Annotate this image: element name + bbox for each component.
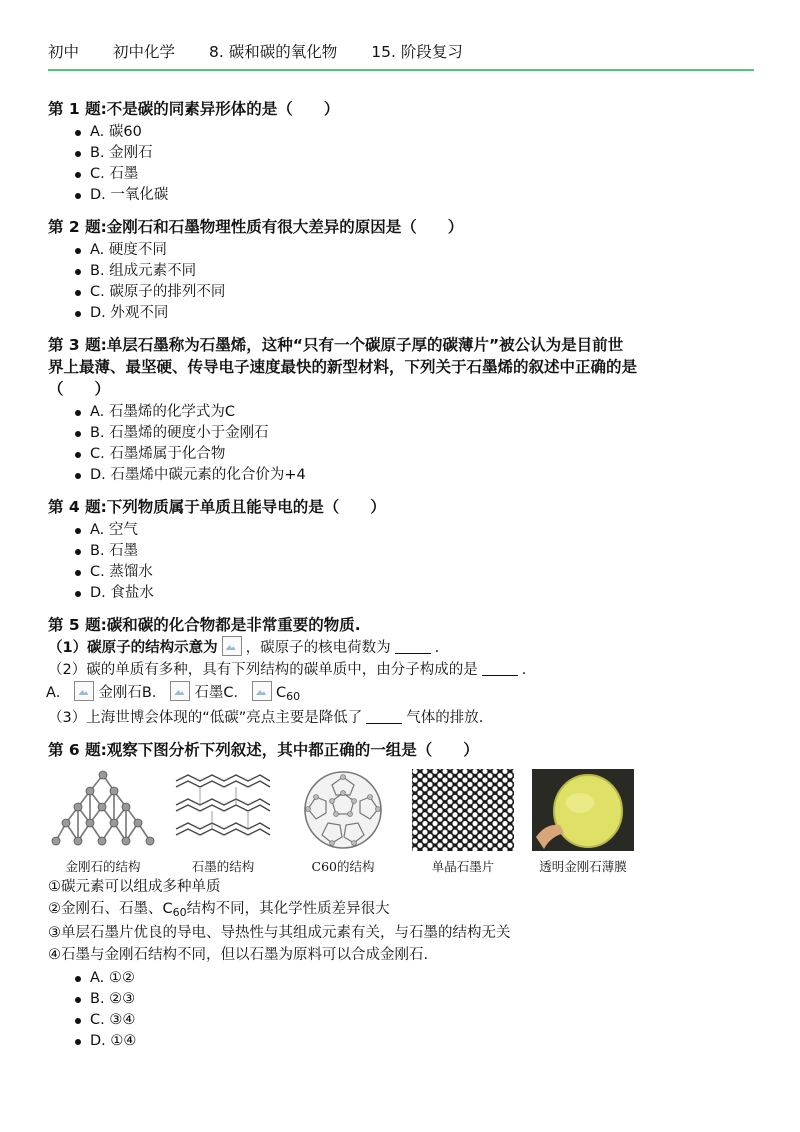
option-a[interactable]: A. 空气	[90, 520, 758, 541]
option-d[interactable]: D. ①④	[90, 1031, 758, 1052]
option-list	[48, 520, 758, 604]
question-title-line-1: 第 3 题:单层石墨称为石墨烯，这种“只有一个碳原子厚的碳薄片”被公认为是目前世	[48, 336, 624, 354]
option-d[interactable]: D. 外观不同	[90, 303, 758, 324]
sub-question-3-end: 气体的排放.	[406, 709, 484, 726]
sub-question-2-end: .	[521, 661, 527, 678]
option-a[interactable]: A. 硬度不同	[90, 240, 758, 261]
sub-question-3-text: （3）上海世博会体现的“低碳”亮点主要是降低了	[48, 709, 363, 726]
figure-graphene-sheet	[408, 767, 518, 875]
question-list	[48, 98, 758, 1062]
sub-question-1-text-b: ，碳原子的核电荷数为	[245, 640, 391, 656]
breadcrumb	[48, 40, 754, 62]
sub-question-2	[48, 660, 758, 682]
question-title-line-2: 界上最薄、最坚硬、传导电子速度最快的新型材料，下列关于石墨烯的叙述中正确的是	[48, 358, 638, 376]
question-title: 第 1 题:不是碳的同素异形体的是（ ）	[48, 100, 340, 118]
option-diamond[interactable]: 金刚石B．	[98, 685, 167, 701]
question-5	[48, 614, 758, 729]
sub-question-2-text: （2）碳的单质有多种，具有下列结构的碳单质中，由分子构成的是	[48, 661, 478, 678]
option-b[interactable]: B. 组成元素不同	[90, 261, 758, 282]
answer-blank[interactable]	[366, 709, 402, 724]
question-title: 第 4 题:下列物质属于单质且能导电的是（ ）	[48, 498, 386, 516]
answer-blank[interactable]	[482, 661, 518, 676]
question-title: 第 5 题:碳和碳的化合物都是非常重要的物质.	[48, 616, 361, 634]
option-c60[interactable]: C	[276, 685, 287, 701]
option-c[interactable]: C. ③④	[90, 1010, 758, 1031]
question-title: 第 2 题:金刚石和石墨物理性质有很大差异的原因是（ ）	[48, 218, 464, 236]
breadcrumb-item-section[interactable]: 15. 阶段复习	[371, 43, 463, 61]
subscript: 60	[172, 905, 187, 919]
question-3	[48, 334, 758, 486]
figure-caption: 单晶石墨片	[431, 859, 495, 874]
option-d[interactable]: D. 一氧化碳	[90, 185, 758, 206]
question-6	[48, 739, 758, 1052]
figure-diamond	[48, 767, 158, 875]
breadcrumb-item-subject[interactable]: 初中化学	[113, 43, 176, 61]
figure-row	[48, 767, 758, 875]
header-divider	[48, 69, 754, 71]
figure-caption: 透明金刚石薄膜	[539, 859, 627, 874]
option-d[interactable]: D. 食盐水	[90, 583, 758, 604]
figure-caption: C60的结构	[311, 859, 375, 874]
question-2	[48, 216, 758, 324]
breadcrumb-item-chapter[interactable]: 8. 碳和碳的氧化物	[209, 43, 338, 61]
sub-question-1	[48, 636, 758, 660]
figure-caption: 金刚石的结构	[65, 859, 141, 874]
option-list	[48, 402, 758, 486]
question-title: 第 6 题:观察下图分析下列叙述，其中都正确的一组是（ ）	[48, 741, 479, 759]
diamond-structure-image	[50, 767, 156, 853]
option-c[interactable]: C. 石墨烯属于化合物	[90, 444, 758, 465]
answer-blank[interactable]	[395, 639, 431, 654]
option-c[interactable]: C. 蒸馏水	[90, 562, 758, 583]
statement-4: ④石墨与金刚石结构不同，但以石墨为原料可以合成金刚石.	[48, 946, 429, 963]
option-a[interactable]: A. ①②	[90, 968, 758, 989]
sub-question-2-options	[46, 681, 758, 708]
statement-2	[48, 899, 758, 924]
sub-question-1-end: .	[434, 640, 440, 656]
option-d[interactable]: D. 石墨烯中碳元素的化合价为+4	[90, 465, 758, 486]
option-graphite[interactable]: 石墨C．	[194, 685, 248, 701]
option-list	[48, 122, 758, 206]
figure-diamond-film	[528, 767, 638, 875]
subscript: 60	[286, 690, 301, 703]
broken-image-icon	[74, 681, 94, 701]
option-list	[48, 968, 758, 1052]
figure-c60	[288, 767, 398, 875]
option-prefix: A．	[46, 685, 71, 701]
question-1	[48, 98, 758, 206]
statement-1: ①碳元素可以组成多种单质	[48, 879, 221, 895]
broken-image-icon	[222, 636, 242, 656]
statement-3: ③单层石墨片优良的导电、导热性与其组成元素有关，与石墨的结构无关	[48, 925, 511, 941]
question-4	[48, 496, 758, 604]
broken-image-icon	[252, 681, 272, 701]
option-a[interactable]: A. 石墨烯的化学式为C	[90, 402, 758, 423]
option-list	[48, 240, 758, 324]
graphite-structure-image	[170, 767, 276, 853]
sub-question-3	[48, 708, 758, 730]
figure-graphite	[168, 767, 278, 875]
statement-2-a: ②金刚石、石墨、C	[48, 900, 173, 917]
option-c[interactable]: C. 石墨	[90, 164, 758, 185]
broken-image-icon	[170, 681, 190, 701]
breadcrumb-item-level[interactable]: 初中	[48, 43, 80, 61]
statement-2-b: 结构不同，其化学性质差异很大	[186, 900, 390, 917]
option-b[interactable]: B. 石墨	[90, 541, 758, 562]
question-title-line-3: （ ）	[48, 380, 111, 398]
figure-caption: 石墨的结构	[191, 859, 255, 874]
option-b[interactable]: B. 金刚石	[90, 143, 758, 164]
c60-structure-image	[290, 767, 396, 853]
option-b[interactable]: B. ②③	[90, 989, 758, 1010]
sub-question-1-text: （1）碳原子的结构示意为	[48, 640, 218, 656]
diamond-film-image	[530, 767, 636, 853]
option-c[interactable]: C. 碳原子的排列不同	[90, 282, 758, 303]
option-a[interactable]: A. 碳60	[90, 122, 758, 143]
graphene-sheet-image	[410, 767, 516, 853]
option-b[interactable]: B. 石墨烯的硬度小于金刚石	[90, 423, 758, 444]
